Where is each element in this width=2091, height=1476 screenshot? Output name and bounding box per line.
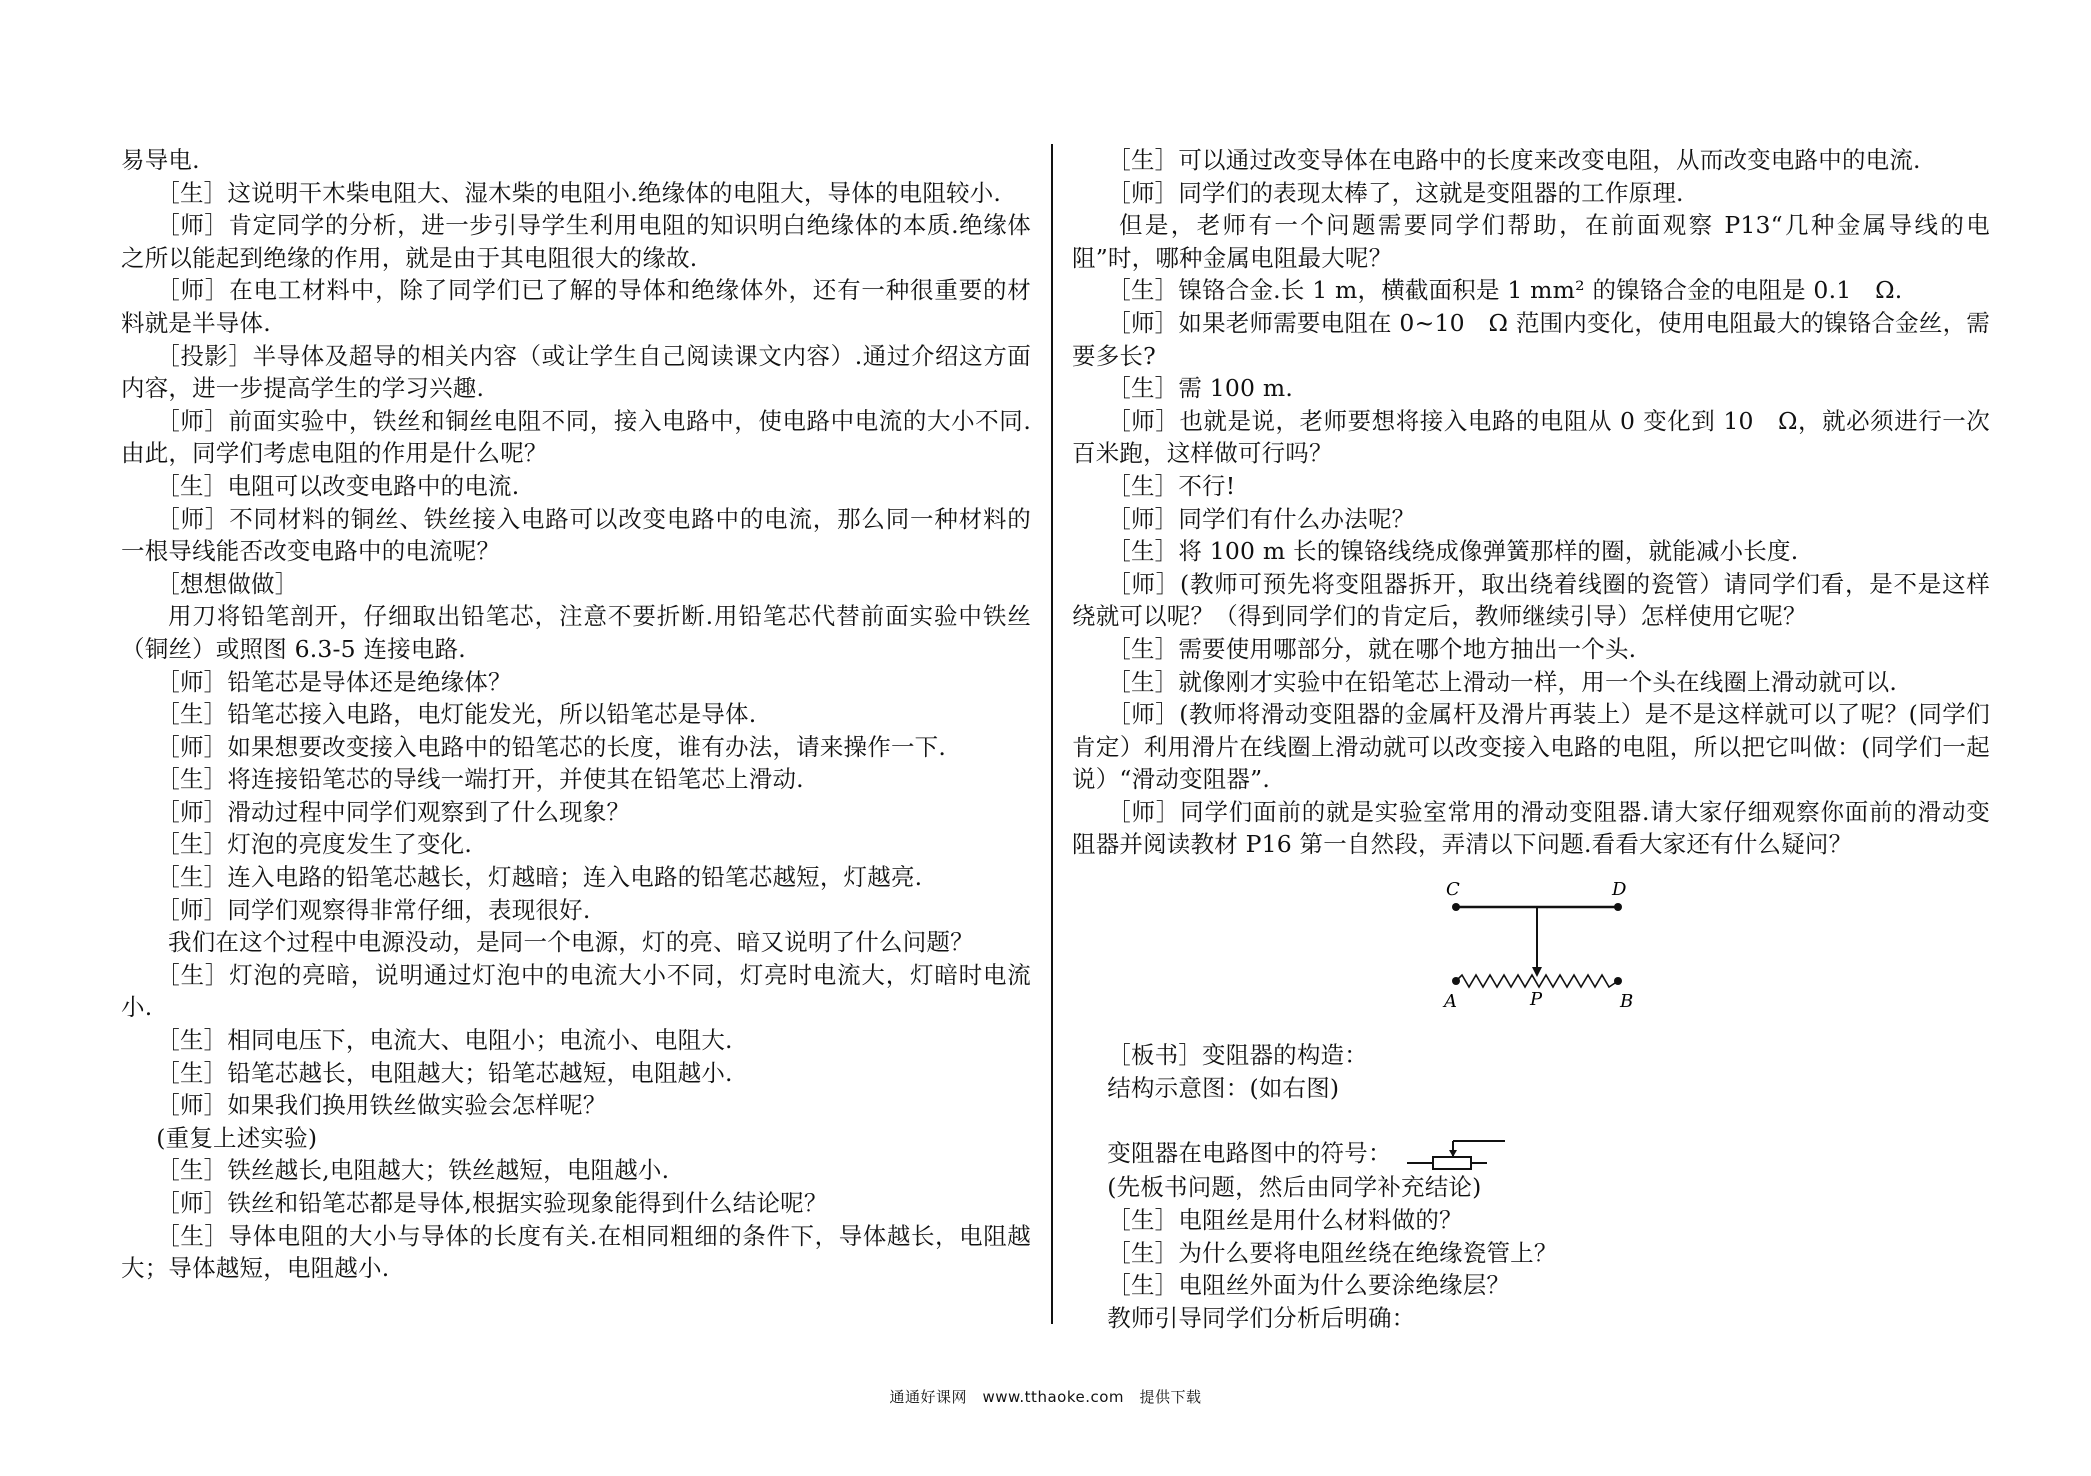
- left-paragraph: ［师］不同材料的铜丝、铁丝接入电路可以改变电路中的电流，那么同一种材料的一根导线能否改变电路中的电流呢？: [121, 504, 1031, 566]
- rheostat-svg: [1442, 871, 1642, 1021]
- question-line: ［生］电阻丝是用什么材料做的？: [1107, 1205, 1463, 1234]
- rheostat-structure-diagram: [1072, 871, 1990, 1031]
- label-a: A: [1444, 991, 1458, 1013]
- left-paragraph: ［师］在电工材料中，除了同学们已了解的导体和绝缘体外，还有一种很重要的材料就是半导体.: [121, 276, 1031, 337]
- left-paragraph: ［生］连入电路的铅笔芯越长，灯越暗；连入电路的铅笔芯越短，灯越亮.: [156, 863, 923, 892]
- right-paragraph: ［师］同学们面前的就是实验室常用的滑动变阻器.请大家仔细观察你面前的滑动变阻器并阅读教材 P16 第一自然段，弄清以下问题.看看大家还有什么疑问？: [1072, 797, 1990, 859]
- question-line: ［生］电阻丝外面为什么要涂绝缘层？: [1107, 1271, 1511, 1300]
- left-paragraph: ［师］同学们观察得非常仔细，表现很好.: [156, 895, 591, 924]
- left-paragraph: 用刀将铅笔剖开，仔细取出铅笔芯，注意不要折断.用铅笔芯代替前面实验中铁丝（铜丝）或照图 6.3-5 连接电路.: [121, 602, 1031, 663]
- right-paragraph: ［生］将 100 m 长的镍铬线绕成像弹簧那样的圈，就能减小长度.: [1107, 537, 1799, 566]
- left-paragraph: ［师］肯定同学的分析，进一步引导学生利用电阻的知识明白绝缘体的本质.绝缘体之所以能起到绝缘的作用，就是由于其电阻很大的缘故.: [121, 211, 1031, 272]
- left-paragraph: ［师］前面实验中，铁丝和铜丝电阻不同，接入电路中，使电路中电流的大小不同.由此，同学们考虑电阻的作用是什么呢？: [121, 406, 1031, 468]
- terminal-a: [1452, 977, 1460, 985]
- slider-arrow: [1532, 967, 1542, 977]
- terminal-c: [1452, 903, 1460, 911]
- left-column: [121, 144, 1031, 1285]
- left-paragraph: ［师］铁丝和铅笔芯都是导体,根据实验现象能得到什么结论呢？: [156, 1189, 828, 1217]
- right-paragraph: ［师］也就是说，老师要想将接入电路的电阻从 0 变化到 10 Ω，就必须进行一次百米跑，这样做可行吗？: [1072, 406, 1990, 468]
- left-paragraph: ［想想做做］: [156, 569, 299, 598]
- left-paragraph: 我们在这个过程中电源没动，是同一个电源，灯的亮、暗又说明了什么问题？: [168, 928, 974, 957]
- terminal-d: [1614, 903, 1622, 911]
- rheostat-symbol-icon: [1407, 1137, 1507, 1171]
- left-paragraph: ［师］如果想要改变接入电路中的铅笔芯的长度，谁有办法，请来操作一下.: [156, 732, 947, 761]
- right-column: [1072, 144, 1990, 1334]
- left-paragraph: ［师］滑动过程中同学们观察到了什么现象？: [156, 797, 631, 826]
- question-line: ［生］为什么要将电阻丝绕在绝缘瓷管上？: [1107, 1238, 1558, 1267]
- structure-line: 结构示意图：(如右图): [1107, 1073, 1340, 1102]
- symbol-line: [1072, 1137, 1990, 1172]
- column-divider: [1051, 144, 1053, 1324]
- left-paragraph: ［生］铁丝越长,电阻越大；铁丝越短，电阻越小.: [156, 1156, 670, 1185]
- left-paragraph: ［生］铅笔芯越长，电阻越大；铅笔芯越短，电阻越小.: [156, 1058, 733, 1087]
- right-paragraph: ［生］需 100 m.: [1107, 374, 1293, 403]
- right-column-text: [1072, 144, 1990, 861]
- right-paragraph: 但是，老师有一个问题需要同学们帮助，在前面观察 P13“几种金属导线的电阻”时，哪种金属电阻最大呢？: [1072, 211, 1990, 272]
- left-paragraph: ［生］灯泡的亮暗，说明通过灯泡中的电流大小不同，灯亮时电流大，灯暗时电流小.: [121, 960, 1031, 1022]
- right-paragraph: ［生］需要使用哪部分，就在哪个地方抽出一个头.: [1107, 634, 1637, 663]
- left-paragraph: ［生］铅笔芯接入电路，电灯能发光，所以铅笔芯是导体.: [156, 700, 757, 729]
- left-paragraph: ［师］铅笔芯是导体还是绝缘体？: [156, 667, 512, 696]
- blank-line: [1072, 1104, 1990, 1137]
- right-paragraph: ［师］同学们的表现太棒了，这就是变阻器的工作原理.: [1107, 178, 1684, 207]
- label-c: C: [1446, 879, 1460, 901]
- right-paragraph: ［师］如果老师需要电阻在 0~10 Ω 范围内变化，使用电阻最大的镍铬合金丝，需要多长?: [1072, 308, 1990, 370]
- page-footer: 通通好课网 www.tthaoke.com 提供下载: [889, 1388, 1202, 1406]
- left-paragraph: (重复上述实验): [156, 1123, 318, 1152]
- right-paragraph: ［师］(教师将滑动变阻器的金属杆及滑片再装上）是不是这样就可以了呢？(同学们肯定）利用滑片在线圈上滑动就可以改变接入电路的电阻，所以把它叫做：(同学们一起说）“滑动变阻器”.: [1072, 700, 1990, 794]
- right-paragraph: ［生］镍铬合金.长 1 m，横截面积是 1 mm² 的镍铬合金的电阻是 0.1 Ω.: [1107, 276, 1903, 305]
- right-paragraph: ［师］(教师可预先将变阻器拆开，取出绕着线圈的瓷管）请同学们看，是不是这样绕就可以呢？（得到同学们的肯定后，教师继续引导）怎样使用它呢？: [1072, 569, 1990, 631]
- left-paragraph: ［生］导体电阻的大小与导体的长度有关.在相同粗细的条件下，导体越长，电阻越大；导体越短，电阻越小.: [121, 1221, 1031, 1283]
- questions-list: [1072, 1171, 1990, 1334]
- left-paragraph: ［投影］半导体及超导的相关内容（或让学生自己阅读课文内容）.通过介绍这方面内容，进一步提高学生的学习兴趣.: [121, 341, 1031, 403]
- symbol-label: 变阻器在电路图中的符号：: [1107, 1138, 1392, 1167]
- question-line: 教师引导同学们分析后明确：: [1107, 1303, 1416, 1332]
- right-paragraph: ［师］同学们有什么办法呢？: [1107, 504, 1416, 533]
- left-paragraph: ［生］这说明干木柴电阻大、湿木柴的电阻小.绝缘体的电阻大，导体的电阻较小.: [156, 178, 1002, 207]
- label-b: B: [1620, 991, 1634, 1013]
- right-paragraph: ［生］不行!: [1107, 471, 1236, 500]
- left-paragraph: ［师］如果我们换用铁丝做实验会怎样呢？: [156, 1091, 607, 1120]
- label-p: P: [1530, 989, 1543, 1011]
- left-paragraph: 易导电.: [121, 146, 200, 174]
- label-d: D: [1612, 879, 1627, 901]
- left-paragraph: ［生］电阻可以改变电路中的电流.: [156, 471, 520, 500]
- terminal-b: [1614, 977, 1622, 985]
- question-line: (先板书问题，然后由同学补充结论): [1107, 1173, 1482, 1202]
- left-paragraph: ［生］灯泡的亮度发生了变化.: [156, 830, 473, 859]
- left-paragraph: ［生］将连接铅笔芯的导线一端打开，并使其在铅笔芯上滑动.: [156, 765, 804, 794]
- board-heading: ［板书］变阻器的构造：: [1107, 1041, 1368, 1070]
- left-paragraph: ［生］相同电压下，电流大、电阻小；电流小、电阻大.: [156, 1026, 733, 1055]
- right-paragraph: ［生］就像刚才实验中在铅笔芯上滑动一样，用一个头在线圈上滑动就可以.: [1107, 667, 1898, 696]
- right-paragraph: ［生］可以通过改变导体在电路中的长度来改变电阻，从而改变电路中的电流.: [1107, 146, 1921, 174]
